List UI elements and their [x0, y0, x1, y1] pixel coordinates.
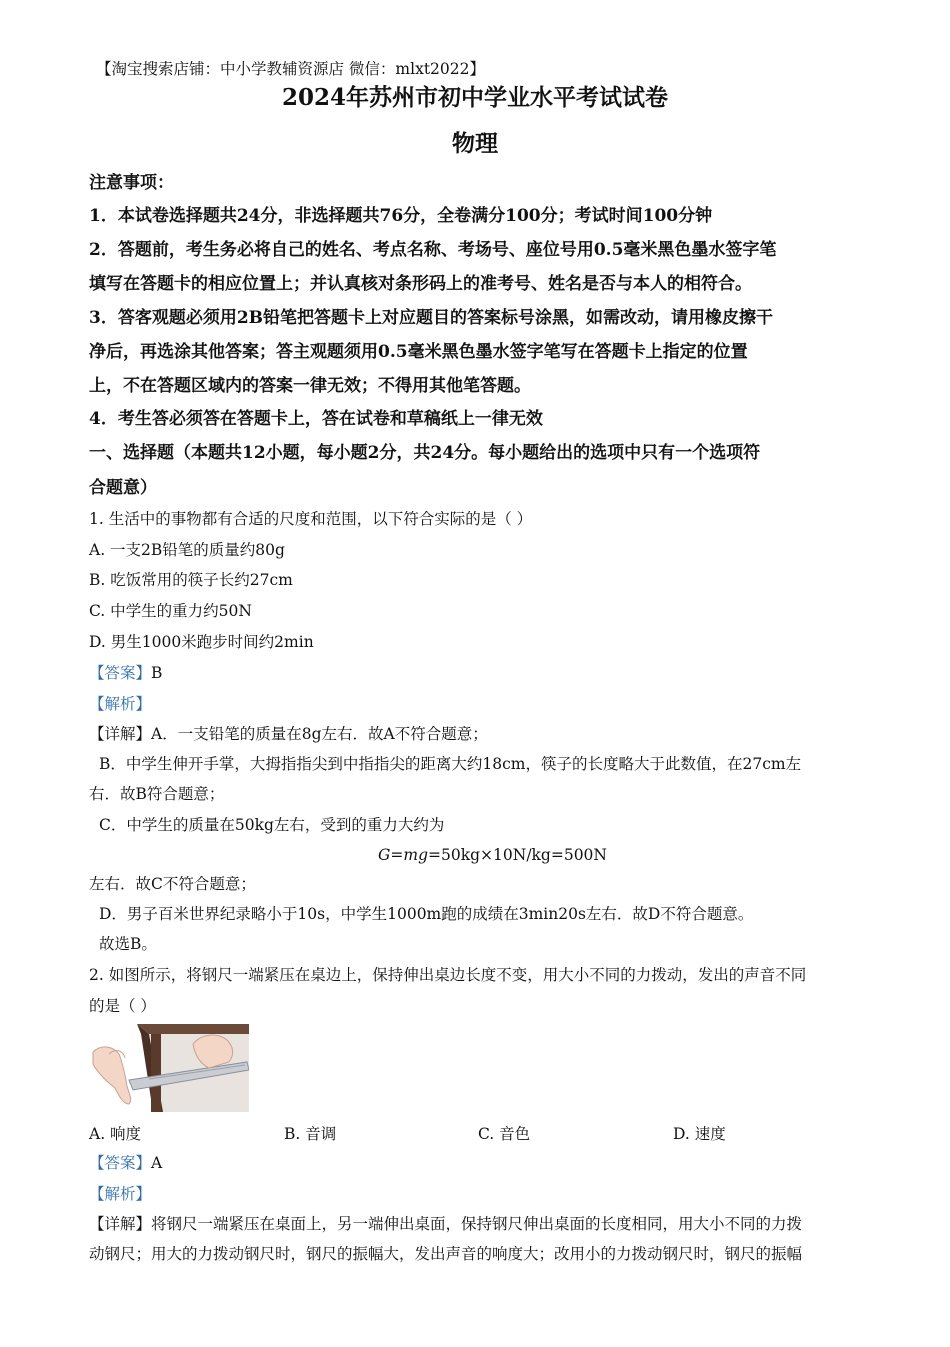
question-2-stem-cont: 的是（ ） — [89, 997, 156, 1015]
detail-text: D．男子百米世界纪录略小于10s，中学生1000m跑的成绩在3min20s左右．故D不符合题意。 — [99, 905, 754, 923]
question-1-answer — [89, 662, 162, 684]
question-2-option-b: B. 音调 — [284, 1125, 337, 1143]
subject-title: 物理 — [452, 130, 498, 157]
detail-tag: 【详解】 — [89, 725, 152, 743]
formula-equals: = — [390, 846, 404, 864]
question-2-analysis-tag: 【解析】 — [89, 1185, 152, 1203]
detail-text: 故选B。 — [99, 935, 157, 953]
question-2-detail — [89, 1213, 802, 1235]
answer-value: B — [151, 664, 163, 682]
formula — [378, 844, 607, 866]
answer-value: A — [151, 1154, 163, 1172]
question-1-detail — [89, 723, 488, 745]
question-1-option-c: C. 中学生的重力约50N — [89, 602, 252, 620]
formula-symbol-mg: mg — [403, 846, 429, 864]
question-1-stem: 1. 生活中的事物都有合适的尺度和范围，以下符合实际的是（ ） — [89, 510, 533, 528]
question-2-option-d: D. 速度 — [673, 1125, 726, 1143]
detail-text: B．中学生伸开手掌，大拇指指尖到中指指尖的距离大约18cm，筷子的长度略大于此数值，在27cm左 — [99, 755, 802, 773]
notice-line: 3．答客观题必须用2B铅笔把答题卡上对应题目的答案标号涂黑，如需改动，请用橡皮擦干 — [89, 308, 774, 328]
question-2-option-c: C. 音色 — [478, 1125, 531, 1143]
detail-text: 将钢尺一端紧压在桌面上，另一端伸出桌面，保持钢尺伸出桌面的长度相同，用大小不同的力拨 — [151, 1215, 803, 1233]
detail-text: 左右．故C不符合题意； — [89, 875, 256, 893]
question-2-answer — [89, 1152, 162, 1174]
detail-text: 动钢尺；用大的力拨动钢尺时，钢尺的振幅大，发出声音的响度大；改用小的力拨动钢尺时，钢尺的振幅 — [89, 1245, 803, 1263]
detail-text: 右．故B符合题意； — [89, 785, 225, 803]
formula-symbol-g: G — [378, 846, 391, 864]
question-1-option-b: B. 吃饭常用的筷子长约27cm — [89, 571, 293, 589]
answer-tag: 【答案】 — [89, 664, 152, 682]
detail-tag: 【详解】 — [89, 1215, 152, 1233]
notice-line: 1．本试卷选择题共24分，非选择题共76分，全卷满分100分；考试时间100分钟 — [89, 206, 713, 226]
question-2-stem: 2. 如图所示，将钢尺一端紧压在桌边上，保持伸出桌边长度不变，用大小不同的力拨动，发出的声音不同 — [89, 966, 807, 984]
question-1-analysis-tag: 【解析】 — [89, 695, 152, 713]
ruler-on-table-figure — [89, 1024, 249, 1112]
notice-line: 上，不在答题区域内的答案一律无效；不得用其他笔答题。 — [89, 376, 531, 396]
promo-line: 【淘宝搜索店铺：中小学教辅资源店 微信：mlxt2022】 — [96, 60, 486, 78]
question-1-option-d: D. 男生1000米跑步时间约2min — [89, 633, 314, 651]
question-2-option-a: A. 响度 — [89, 1125, 142, 1143]
section-heading: 一、选择题（本题共12小题，每小题2分，共24分。每小题给出的选项中只有一个选项符 — [89, 443, 761, 463]
exam-title: 2024年苏州市初中学业水平考试试卷 — [281, 84, 668, 111]
answer-tag: 【答案】 — [89, 1154, 152, 1172]
notice-line: 填写在答题卡的相应位置上；并认真核对条形码上的准考号、姓名是否与本人的相符合。 — [89, 274, 752, 294]
detail-text: A．一支铅笔的质量在8g左右．故A不符合题意； — [151, 725, 488, 743]
formula-value: =50kg×10N/kg=500N — [428, 846, 607, 864]
detail-text: C．中学生的质量在50kg左右，受到的重力大约为 — [99, 816, 445, 834]
notice-line: 2．答题前，考生务必将自己的姓名、考点名称、考场号、座位号用0.5毫米黑色墨水签字笔 — [89, 240, 777, 260]
notice-line: 4．考生答必须答在答题卡上，答在试卷和草稿纸上一律无效 — [89, 409, 543, 429]
question-1-option-a: A. 一支2B铅笔的质量约80g — [89, 541, 285, 559]
notice-line: 净后，再选涂其他答案；答主观题须用0.5毫米黑色墨水签字笔写在答题卡上指定的位置 — [89, 342, 748, 362]
section-heading-cont: 合题意） — [89, 478, 157, 498]
notice-heading: 注意事项： — [89, 173, 174, 193]
